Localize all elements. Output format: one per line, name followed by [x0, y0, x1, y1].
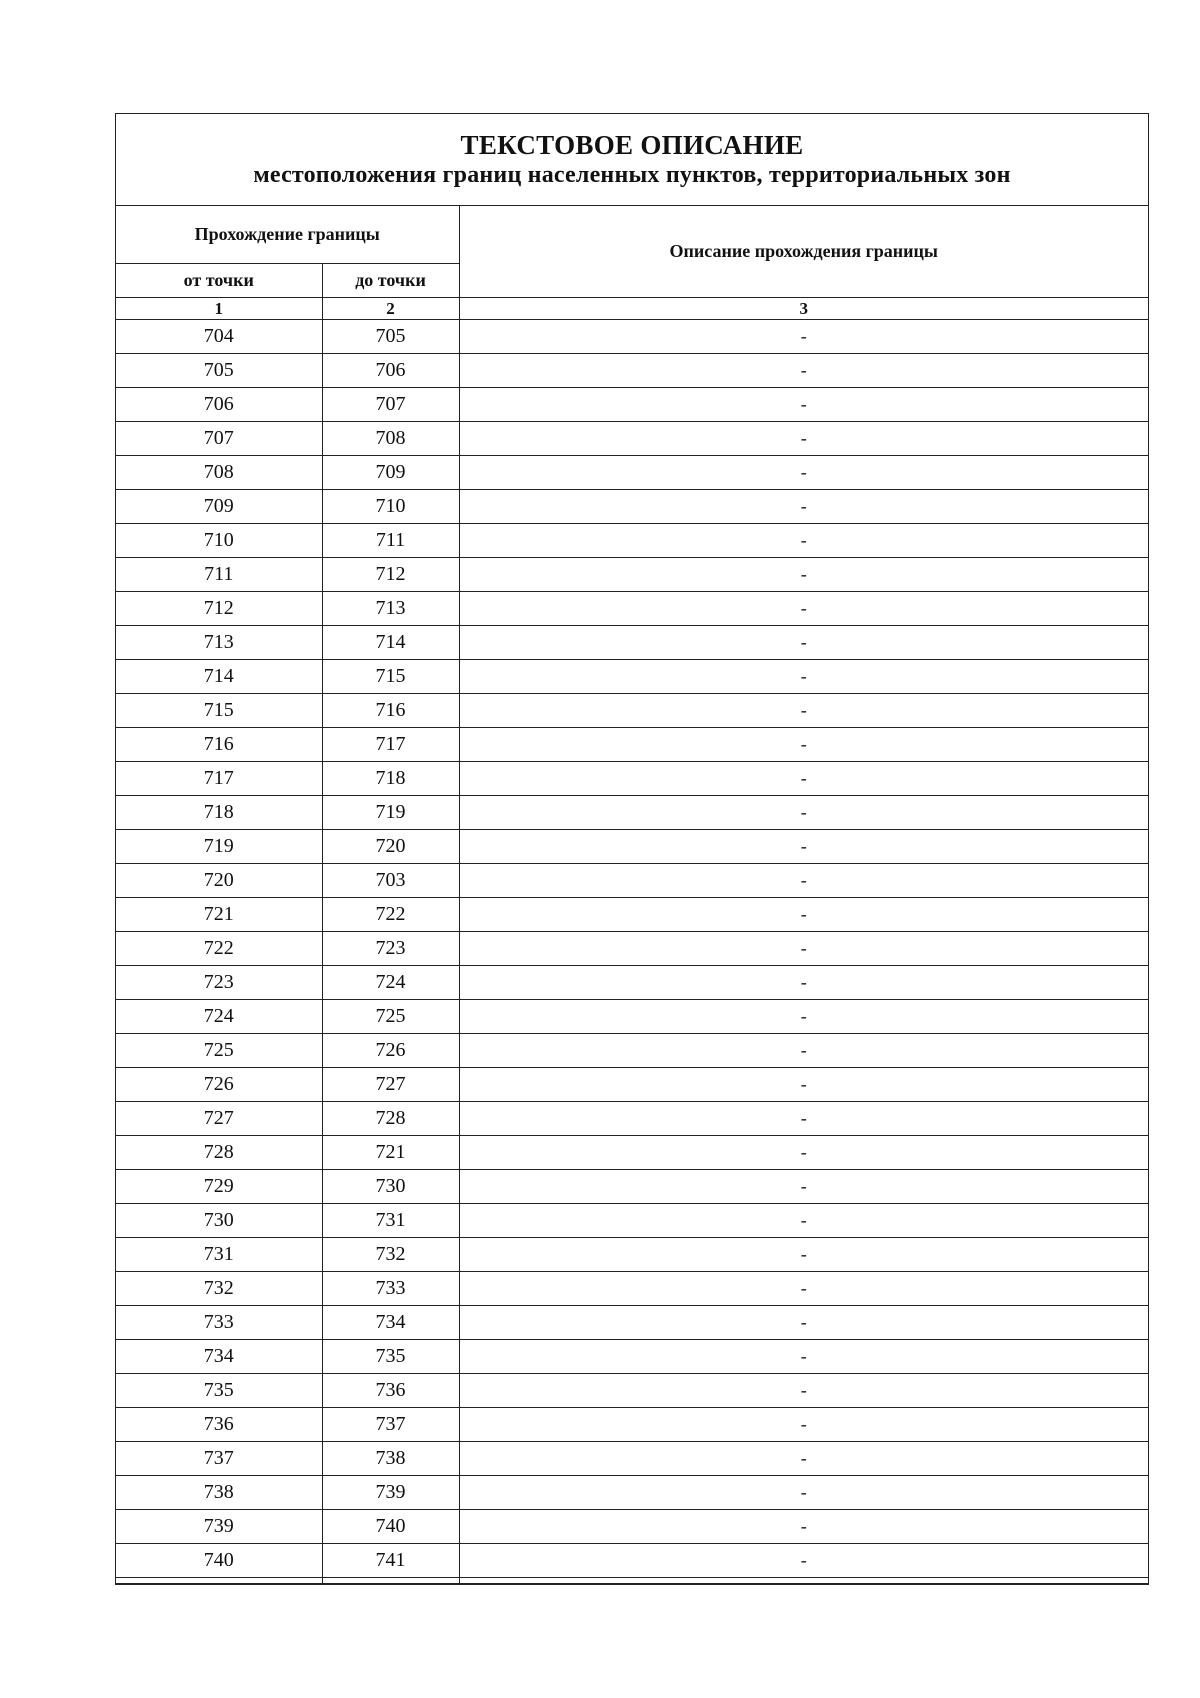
description-cell: -: [459, 354, 1148, 388]
description-cell: -: [459, 1272, 1148, 1306]
from-point-cell: 704: [116, 320, 322, 354]
to-point-cell: 731: [322, 1204, 459, 1238]
from-point-cell: 719: [116, 830, 322, 864]
table-row: [116, 592, 1148, 626]
to-point-cell: 735: [322, 1340, 459, 1374]
table-row: [116, 1340, 1148, 1374]
description-cell: -: [459, 1068, 1148, 1102]
to-point-cell: 730: [322, 1170, 459, 1204]
description-cell: -: [459, 1034, 1148, 1068]
from-point-cell: 712: [116, 592, 322, 626]
from-point-cell: 724: [116, 1000, 322, 1034]
description-cell: -: [459, 388, 1148, 422]
from-point-cell: 736: [116, 1408, 322, 1442]
from-point-cell: 718: [116, 796, 322, 830]
from-point-cell: 710: [116, 524, 322, 558]
to-point-cell: 727: [322, 1068, 459, 1102]
description-cell: -: [459, 626, 1148, 660]
description-cell: -: [459, 864, 1148, 898]
to-point-cell: 722: [322, 898, 459, 932]
to-point-cell: 710: [322, 490, 459, 524]
description-cell: -: [459, 1000, 1148, 1034]
table-row: [116, 694, 1148, 728]
table-continuation-strip: [116, 1578, 1148, 1584]
to-point-cell: 734: [322, 1306, 459, 1340]
from-point-cell: 713: [116, 626, 322, 660]
description-cell: -: [459, 1340, 1148, 1374]
boundary-description-document: [115, 113, 1149, 1585]
to-point-cell: 736: [322, 1374, 459, 1408]
table-row: [116, 422, 1148, 456]
from-point-cell: 709: [116, 490, 322, 524]
to-point-cell: 726: [322, 1034, 459, 1068]
description-cell: -: [459, 1102, 1148, 1136]
description-cell: -: [459, 1136, 1148, 1170]
to-point-cell: 705: [322, 320, 459, 354]
document-title: ТЕКСТОВОЕ ОПИСАНИЕ: [460, 130, 804, 160]
to-point-cell: 703: [322, 864, 459, 898]
description-cell: -: [459, 490, 1148, 524]
from-point-cell: 737: [116, 1442, 322, 1476]
to-point-cell: 717: [322, 728, 459, 762]
description-cell: -: [459, 1442, 1148, 1476]
to-point-cell: 709: [322, 456, 459, 490]
from-point-cell: 733: [116, 1306, 322, 1340]
from-point-cell: 723: [116, 966, 322, 1000]
from-point-cell: 730: [116, 1204, 322, 1238]
from-point-cell: 735: [116, 1374, 322, 1408]
from-point-cell: 707: [116, 422, 322, 456]
table-row: [116, 1238, 1148, 1272]
description-cell: -: [459, 1170, 1148, 1204]
to-point-cell: 716: [322, 694, 459, 728]
from-point-cell: 726: [116, 1068, 322, 1102]
from-point-cell: 722: [116, 932, 322, 966]
description-cell: -: [459, 1374, 1148, 1408]
table-row: [116, 1272, 1148, 1306]
to-point-cell: 719: [322, 796, 459, 830]
table-row: [116, 932, 1148, 966]
header-to-point: до точки: [322, 264, 459, 298]
header-from-point: от точки: [116, 264, 322, 298]
table-body: [116, 320, 1148, 1584]
table-row: [116, 1306, 1148, 1340]
to-point-cell: 712: [322, 558, 459, 592]
description-cell: -: [459, 422, 1148, 456]
table-row: [116, 1544, 1148, 1578]
empty-cell: [459, 1578, 1148, 1584]
to-point-cell: 714: [322, 626, 459, 660]
to-point-cell: 711: [322, 524, 459, 558]
description-cell: -: [459, 728, 1148, 762]
description-cell: -: [459, 1544, 1148, 1578]
description-cell: -: [459, 660, 1148, 694]
to-point-cell: 708: [322, 422, 459, 456]
from-point-cell: 706: [116, 388, 322, 422]
description-cell: -: [459, 796, 1148, 830]
table-row: [116, 626, 1148, 660]
table-row: [116, 1000, 1148, 1034]
description-cell: -: [459, 932, 1148, 966]
from-point-cell: 721: [116, 898, 322, 932]
table-row: [116, 762, 1148, 796]
table-row: [116, 1136, 1148, 1170]
description-cell: -: [459, 1306, 1148, 1340]
table-row: [116, 1102, 1148, 1136]
to-point-cell: 728: [322, 1102, 459, 1136]
to-point-cell: 740: [322, 1510, 459, 1544]
header-description: Описание прохождения границы: [459, 206, 1148, 298]
table-row: [116, 456, 1148, 490]
table-row: [116, 388, 1148, 422]
description-cell: -: [459, 694, 1148, 728]
table-row: [116, 1068, 1148, 1102]
table-row: [116, 1442, 1148, 1476]
table-row: [116, 558, 1148, 592]
table-row: [116, 524, 1148, 558]
empty-cell: [322, 1578, 459, 1584]
from-point-cell: 711: [116, 558, 322, 592]
table-row: [116, 354, 1148, 388]
document-title-block: [116, 114, 1148, 206]
from-point-cell: 740: [116, 1544, 322, 1578]
to-point-cell: 721: [322, 1136, 459, 1170]
header-column-number-1: 1: [116, 298, 322, 320]
description-cell: -: [459, 898, 1148, 932]
table-row: [116, 796, 1148, 830]
description-cell: -: [459, 830, 1148, 864]
table-row: [116, 1170, 1148, 1204]
to-point-cell: 724: [322, 966, 459, 1000]
from-point-cell: 708: [116, 456, 322, 490]
to-point-cell: 732: [322, 1238, 459, 1272]
from-point-cell: 715: [116, 694, 322, 728]
from-point-cell: 732: [116, 1272, 322, 1306]
from-point-cell: 720: [116, 864, 322, 898]
description-cell: -: [459, 762, 1148, 796]
header-column-number-2: 2: [322, 298, 459, 320]
from-point-cell: 729: [116, 1170, 322, 1204]
table-row: [116, 728, 1148, 762]
table-row: [116, 830, 1148, 864]
description-cell: -: [459, 456, 1148, 490]
table-row: [116, 1510, 1148, 1544]
header-column-number-3: 3: [459, 298, 1148, 320]
description-cell: -: [459, 524, 1148, 558]
table-row: [116, 966, 1148, 1000]
to-point-cell: 723: [322, 932, 459, 966]
header-boundary-passage: Прохождение границы: [116, 206, 459, 264]
table-row: [116, 864, 1148, 898]
to-point-cell: 738: [322, 1442, 459, 1476]
from-point-cell: 739: [116, 1510, 322, 1544]
from-point-cell: 725: [116, 1034, 322, 1068]
description-cell: -: [459, 558, 1148, 592]
description-cell: -: [459, 592, 1148, 626]
to-point-cell: 733: [322, 1272, 459, 1306]
description-cell: -: [459, 1476, 1148, 1510]
table-row: [116, 898, 1148, 932]
from-point-cell: 716: [116, 728, 322, 762]
from-point-cell: 727: [116, 1102, 322, 1136]
description-cell: -: [459, 1204, 1148, 1238]
from-point-cell: 738: [116, 1476, 322, 1510]
from-point-cell: 714: [116, 660, 322, 694]
document-subtitle: местоположения границ населенных пунктов, территориальных зон: [253, 162, 1011, 188]
table-row: [116, 1204, 1148, 1238]
to-point-cell: 737: [322, 1408, 459, 1442]
empty-cell: [116, 1578, 322, 1584]
to-point-cell: 739: [322, 1476, 459, 1510]
to-point-cell: 715: [322, 660, 459, 694]
table-row: [116, 660, 1148, 694]
to-point-cell: 720: [322, 830, 459, 864]
table-row: [116, 490, 1148, 524]
description-cell: -: [459, 1408, 1148, 1442]
from-point-cell: 728: [116, 1136, 322, 1170]
description-cell: -: [459, 320, 1148, 354]
description-cell: -: [459, 1510, 1148, 1544]
to-point-cell: 707: [322, 388, 459, 422]
table-row: [116, 1408, 1148, 1442]
table-row: [116, 1476, 1148, 1510]
table-row: [116, 320, 1148, 354]
to-point-cell: 706: [322, 354, 459, 388]
to-point-cell: 718: [322, 762, 459, 796]
from-point-cell: 717: [116, 762, 322, 796]
table-row: [116, 1034, 1148, 1068]
boundary-table: [116, 206, 1148, 1584]
description-cell: -: [459, 966, 1148, 1000]
to-point-cell: 713: [322, 592, 459, 626]
from-point-cell: 734: [116, 1340, 322, 1374]
table-row: [116, 1374, 1148, 1408]
to-point-cell: 725: [322, 1000, 459, 1034]
description-cell: -: [459, 1238, 1148, 1272]
from-point-cell: 705: [116, 354, 322, 388]
from-point-cell: 731: [116, 1238, 322, 1272]
to-point-cell: 741: [322, 1544, 459, 1578]
